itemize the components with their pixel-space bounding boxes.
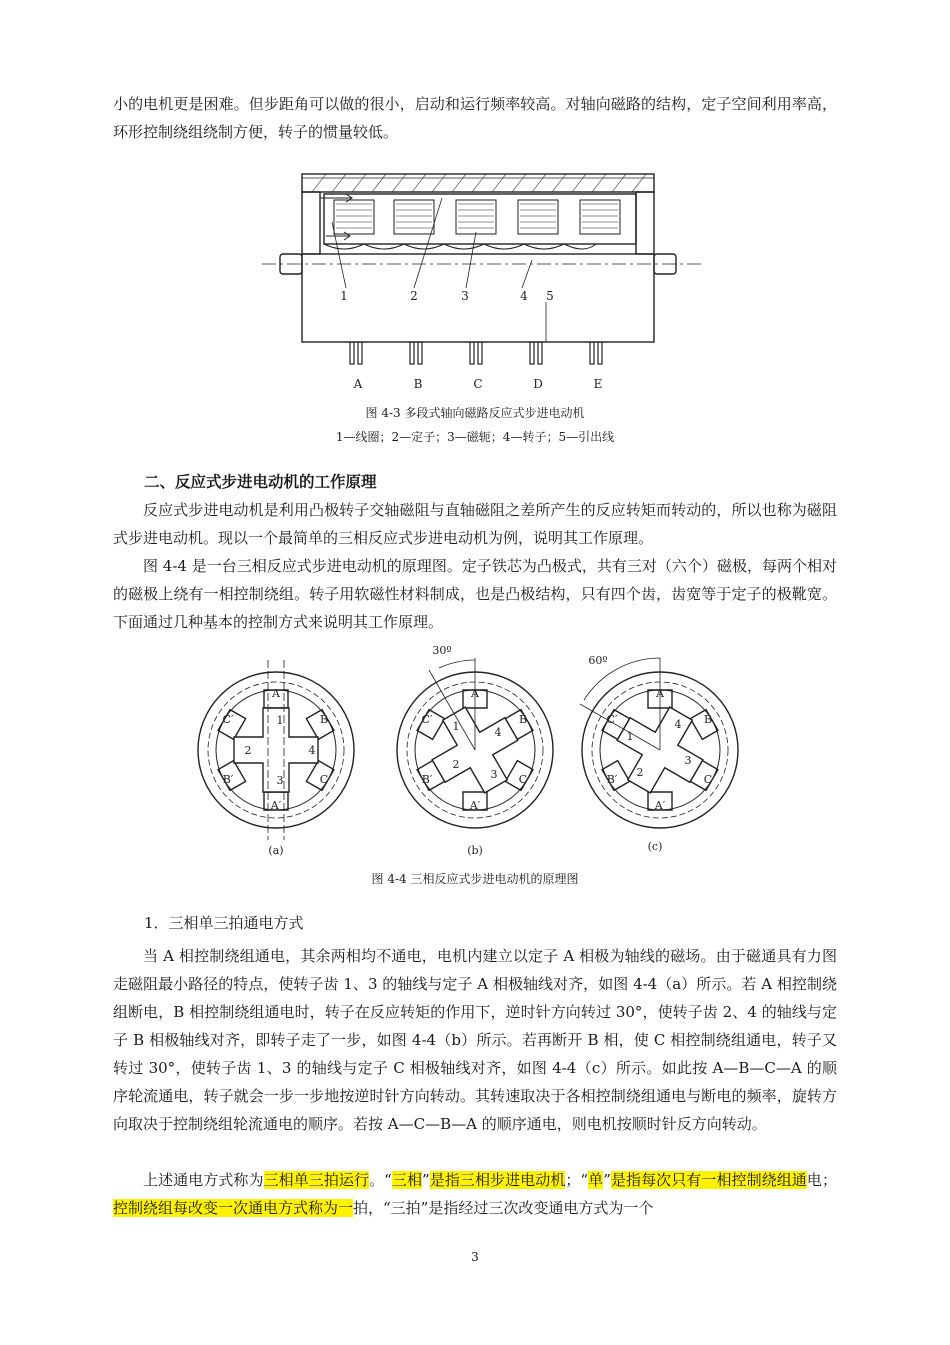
- tooth-label: 1: [626, 730, 634, 743]
- subfigure-label: (c): [647, 840, 663, 853]
- pole-label: A: [656, 687, 664, 700]
- para5-text: 上述通电方式称为: [143, 1171, 264, 1189]
- tooth-label: 1: [276, 714, 284, 727]
- pole-label: A′: [270, 799, 282, 812]
- tooth-label: 3: [490, 768, 498, 781]
- fig1-lead-label: A: [353, 377, 363, 391]
- figure-4-3-motor-diagram: [262, 170, 702, 395]
- pole-label: B′: [222, 773, 234, 786]
- tooth-label: 2: [452, 758, 460, 771]
- fig1-lead-label: D: [533, 377, 543, 391]
- tooth-label: 4: [674, 718, 682, 731]
- highlighted-text: 是指每次只有一相控制绕组通: [610, 1171, 807, 1189]
- tooth-label: 1: [452, 720, 460, 733]
- pole-label: A: [471, 687, 479, 700]
- para5-text: ”: [603, 1171, 611, 1189]
- tooth-label: 2: [244, 744, 252, 757]
- highlighted-text: 控制绕组每改变一次通电方式称为一: [113, 1199, 354, 1217]
- highlighted-text: 是指三相步进电动机: [429, 1171, 566, 1189]
- pole-label: B: [703, 713, 713, 726]
- angle-label: 30º: [432, 644, 452, 657]
- fig1-part-number: 3: [461, 289, 469, 303]
- subsection-heading: 1．三相单三拍通电方式: [144, 914, 304, 932]
- fig1-lead-label: E: [593, 377, 603, 391]
- figure-4-3-caption: 图 4-3 多段式轴向磁路反应式步进电动机: [365, 406, 585, 420]
- pole-label: B′: [421, 773, 433, 786]
- paragraph-principle: 反应式步进电动机是利用凸极转子交轴磁阻与直轴磁阻之差所产生的反应转矩而转动的，所以也称为磁阻式步进电动机。现以一个最简单的三相反应式步进电动机为例，说明其工作原理。: [113, 501, 837, 547]
- para5-text: 。“: [369, 1171, 392, 1189]
- fig1-part-number: 4: [520, 289, 528, 303]
- figure-4-4-caption: 图 4-4 三相反应式步进电动机的原理图: [371, 872, 579, 886]
- fig1-lead-label: C: [473, 377, 483, 391]
- section-heading: 二、反应式步进电动机的工作原理: [144, 473, 377, 491]
- fig1-lead-label: B: [413, 377, 423, 391]
- pole-label: A: [272, 687, 280, 700]
- tooth-label: 4: [308, 744, 316, 757]
- fig1-part-number: 2: [410, 289, 418, 303]
- pole-label: C′: [606, 713, 618, 726]
- tooth-label: 4: [494, 726, 502, 739]
- pole-label: C: [319, 773, 329, 786]
- fig1-part-number: 1: [340, 289, 348, 303]
- pole-label: C: [703, 773, 713, 786]
- tooth-label: 3: [684, 754, 692, 767]
- highlighted-text: 单: [588, 1171, 604, 1189]
- para5-text: 拍，“三拍”是指经过三次改变通电方式为一个: [353, 1199, 654, 1217]
- pole-label: C′: [222, 713, 234, 726]
- pole-label: C′: [421, 713, 433, 726]
- figure-4-3-legend: 1—线圈；2—定子；3—磁轭；4—转子；5—引出线: [335, 430, 615, 444]
- page-number: 3: [471, 1250, 479, 1264]
- subfigure-label: (a): [268, 844, 284, 857]
- pole-label: C: [518, 773, 528, 786]
- highlighted-text: 三相: [391, 1171, 423, 1189]
- para5-text: ；“: [565, 1171, 589, 1189]
- pole-label: A′: [469, 799, 481, 812]
- para5-text: 电；: [806, 1171, 837, 1189]
- angle-label: 60º: [588, 654, 608, 667]
- fig1-part-number: 5: [546, 289, 554, 303]
- pole-label: B′: [606, 773, 618, 786]
- highlighted-text: 三相单三拍运行: [263, 1171, 370, 1189]
- intro-paragraph: 小的电机更是困难。但步距角可以做的很小，启动和运行频率较高。对轴向磁路的结构，定子空间利用率高，环形控制绕组绕制方便，转子的惯量较低。: [113, 95, 837, 141]
- tooth-label: 3: [276, 774, 284, 787]
- tooth-label: 2: [636, 766, 644, 779]
- pole-label: A′: [654, 799, 666, 812]
- para5-text: ”: [422, 1171, 430, 1189]
- paragraph-figure-4-4-description: 图 4-4 是一台三相反应式步进电动机的原理图。定子铁芯为凸极式，共有三对（六个）磁极，每两个相对的磁极上绕有一相控制绕组。转子用软磁性材料制成，也是凸极结构，只有四个齿，齿宽等于定子的极靴宽。下面通过几种基本的控制方式来说明其工作原理。: [113, 557, 837, 631]
- subfigure-label: (b): [467, 844, 483, 857]
- figure-4-4-principle-diagram: [190, 640, 760, 865]
- pole-label: B: [518, 713, 528, 726]
- pole-label: B: [319, 713, 329, 726]
- paragraph-single-three-beat: 当 A 相控制绕组通电，其余两相均不通电，电机内建立以定子 A 相极为轴线的磁场。由于磁通具有力图走磁阻最小路径的特点，使转子齿 1、3 的轴线与定子 A 相极轴线对齐，如图 4-4（a）所示。若 A 相控制绕组断电，B 相控制绕组通电时，转子在反应转矩的作用下，逆时针方向转过 30°，使转子齿 2、4 的轴线与定子 B 相极轴线对齐，即转子走了一步，如图 4-4（b）所示。若再断开 B 相，使 C 相控制绕组通电，转子又转过 30°，使转子齿 1、3 的轴线与定子 C 相极轴线对齐，如图 4-4（c）所示。如此按 A—B—C—A 的顺序轮流通电，转子就会一步一步地按逆时针方向转动。其转速取决于各相控制绕组通电与断电的频率，旋转方向取决于控制绕组轮流通电的顺序。若按 A—C—B—A 的顺序通电，则电机按顺时针反方向转动。: [113, 947, 837, 1133]
- paragraph-definition: [113, 1166, 837, 1222]
